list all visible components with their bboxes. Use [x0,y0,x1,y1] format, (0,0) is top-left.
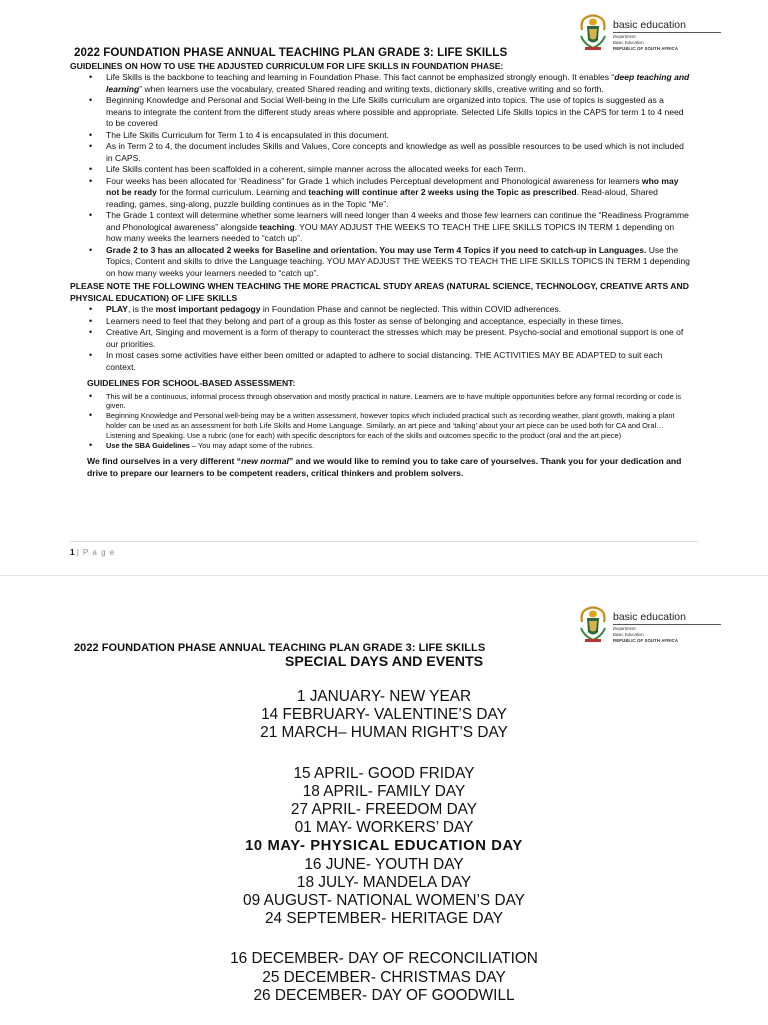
practical-areas-heading: PLEASE NOTE THE FOLLOWING WHEN TEACHING THE MORE PRACTICAL STUDY AREAS (NATURAL SCIENCE, TECHNOLOGY, CREATIVE ARTS AND PHYSICAL EDUCATION) OF LIFE SKILLS [70,281,689,303]
event-item: 14 FEBRUARY- VALENTINE’S DAY [261,706,507,724]
item-text: , is the [128,304,156,314]
item-emphasis: most important pedagogy [155,304,261,314]
guidelines-list [70,72,690,279]
logo-title: basic education [613,612,721,625]
closing-message [70,455,690,479]
page-number: 1 [70,548,75,557]
sba-heading: GUIDELINES FOR SCHOOL-BASED ASSESSMENT: [87,378,296,388]
item-emphasis: deep teaching and learning [106,72,690,94]
item-text: Four weeks has been allocated for ‘Readiness” for Grade 1 which includes Perceptual development and Phonological awareness for learners [106,175,642,186]
list-item: • As in Term 2 to 4, the document includes Skills and Values, Core concepts and knowledge as well as possible resources to be used which is not included in CAPS. [70,141,690,164]
event-item: 09 AUGUST- NATIONAL WOMEN’S DAY [243,892,525,910]
page-title: 2022 FOUNDATION PHASE ANNUAL TEACHING PLAN GRADE 3: LIFE SKILLS [74,46,508,59]
event-item: 01 MAY- WORKERS’ DAY [294,819,474,837]
event-item: 16 DECEMBER- DAY OF RECONCILIATION [230,950,538,968]
item-text: . YOU MAY ADJUST THE WEEKS TO TEACH THE LIFE SKILLS TOPICS IN TERM 1 depending on how many weeks the learners needed to “catch up”. [106,221,675,243]
logo-sub-country: REPUBLIC OF SOUTH AFRICA [613,46,679,51]
list-item: • Creative Art, Singing and movement is a form of therapy to counteract the stresses which may be present. Psycho-social and emotional support is one of our priorities. [70,327,690,350]
sba-list [70,392,690,451]
closing-text: We find ourselves in a very different “ [87,455,242,466]
item-text: The Grade 1 context will determine whether some learners will need longer than 4 weeks and those few learners can continue the “Readiness Programme and Phonological awareness” alongside [106,210,689,232]
closing-emphasis: new normal [241,455,289,466]
list-item [70,441,690,451]
logo-title: basic education [613,20,721,33]
item-text: . Read-aloud, Shared reading, games, sing-along, puzzle building continues as in the Topic “Me”. [106,187,658,209]
event-item: 16 JUNE- YOUTH DAY [304,855,464,873]
event-item-highlight: 10 MAY- PHYSICAL EDUCATION DAY [245,838,523,855]
logo-sub-department: Department: [613,626,637,631]
department-logo [578,606,721,644]
closing-text: ” and we would like to remind you to take care of yourselves. Thank you for your dedication and drive to prepare our learners to be competent readers, critical thinkers and problem solvers. [87,455,682,478]
event-item: 26 DECEMBER- DAY OF GOODWILL [253,986,515,1004]
list-item: • Beginning Knowledge and Personal well-being may be a written assessment, however topics which included practical such as recording weather, plant growth, making a plant holder can be used as an assessment for both Life Skills and Home Language. Similarly, an art piece and ‘talking’ about your art piece can be used both for CA and Oral…Listening and Speaking. Use a rubric (one for each) with specific descriptors for each of the skills and outcomes specific to the product (oral and the art piece) [70,411,690,441]
list-item: • This will be a continuous, informal process through observation and mostly practical in nature. Learners are to have multiple opportunities before any formal recording or code is given. [70,392,690,412]
event-item: 24 SEPTEMBER- HERITAGE DAY [264,910,504,928]
page-label: | P a g e [76,548,116,557]
event-item: 27 APRIL- FREEDOM DAY [290,801,478,819]
page-title: 2022 FOUNDATION PHASE ANNUAL TEACHING PLAN GRADE 3: LIFE SKILLS [74,642,486,654]
logo-sub-department: Department: [613,34,637,39]
event-item: 18 JULY- MANDELA DAY [296,873,472,891]
item-emphasis: Use the SBA Guidelines [106,441,190,451]
footer-divider [70,541,698,542]
practical-list [70,304,690,373]
item-text: – You may adapt some of the rubrics. [189,441,314,451]
event-item: 21 MARCH– HUMAN RIGHT’S DAY [260,724,508,742]
coat-of-arms-icon [578,14,608,52]
list-item: • Learners need to feel that they belong and part of a group as this foster as sense of belonging and acceptance, especially in these times. [70,316,690,328]
item-emphasis: who may not be ready [106,175,679,197]
department-logo [578,14,721,52]
item-text: Life Skills is the backbone to teaching and learning in Foundation Phase. This fact cannot be emphasized strongly enough. It enables “ [106,72,615,82]
list-item [70,176,690,211]
coat-of-arms-icon [578,606,608,644]
item-emphasis: teaching will continue after 2 weeks using the Topic as prescribed [308,187,577,197]
list-item: • Beginning Knowledge and Personal and Social Well-being in the Life Skills curriculum are organized into topics. The use of topics is suggested as a means to integrate the content from the different study areas where possible and appropriate. Selected Life Skills topics in the CAPS for term 1 to 4 need to be covered [70,95,690,130]
page-1-content [70,72,690,479]
list-item: • Life Skills content has been scaffolded in a coherent, simple manner across the allocated weeks for each Term. [70,164,690,176]
list-item [70,245,690,280]
item-emphasis: teaching [259,221,295,232]
page-footer [70,548,115,557]
item-text: Use the Topics, Content and skills to drive the Language teaching. YOU MAY ADJUST THE WEEKS TO TEACH THE LIFE SKILLS TOPICS IN TERM 1 depending on how many weeks your learners needed to “catch up”. [106,244,690,278]
list-item [70,304,690,316]
item-text: ” when learners use the vocabulary, created Shared reading and writing texts, dictionary skills, creative writing and so forth. [139,83,604,94]
events-list [0,688,768,1005]
event-item: 1 JANUARY- NEW YEAR [296,688,472,705]
list-item [70,210,690,245]
item-text: for the formal curriculum. Learning and [156,187,309,197]
list-item [70,72,690,95]
item-emphasis: PLAY [106,304,129,314]
logo-sub-basic-education: Basic Education [613,632,644,637]
event-item: 15 APRIL- GOOD FRIDAY [293,764,475,782]
events-heading: SPECIAL DAYS AND EVENTS [284,654,484,670]
event-item: 25 DECEMBER- CHRISTMAS DAY [262,968,506,986]
list-item: • The Life Skills Curriculum for Term 1 to 4 is encapsulated in this document. [70,130,690,142]
logo-sub-country: REPUBLIC OF SOUTH AFRICA [613,638,679,643]
logo-sub-basic-education: Basic Education [613,40,644,45]
guidelines-heading: GUIDELINES ON HOW TO USE THE ADJUSTED CURRICULUM FOR LIFE SKILLS IN FOUNDATION PHASE: [70,61,504,71]
event-item: 18 APRIL- FAMILY DAY [302,782,466,800]
list-item: • In most cases some activities have either been omitted or adapted to adhere to social distancing. THE ACTIVITIES MAY BE ADAPTED to suit each context. [70,350,690,373]
item-emphasis: Grade 2 to 3 has an allocated 2 weeks for Baseline and orientation. You may use Term 4 Topics if you need to catch-up in Languages. [106,244,647,255]
item-text: in Foundation Phase and cannot be neglected. This within COVID adherences. [260,304,562,314]
document-page-2 [0,575,768,1025]
